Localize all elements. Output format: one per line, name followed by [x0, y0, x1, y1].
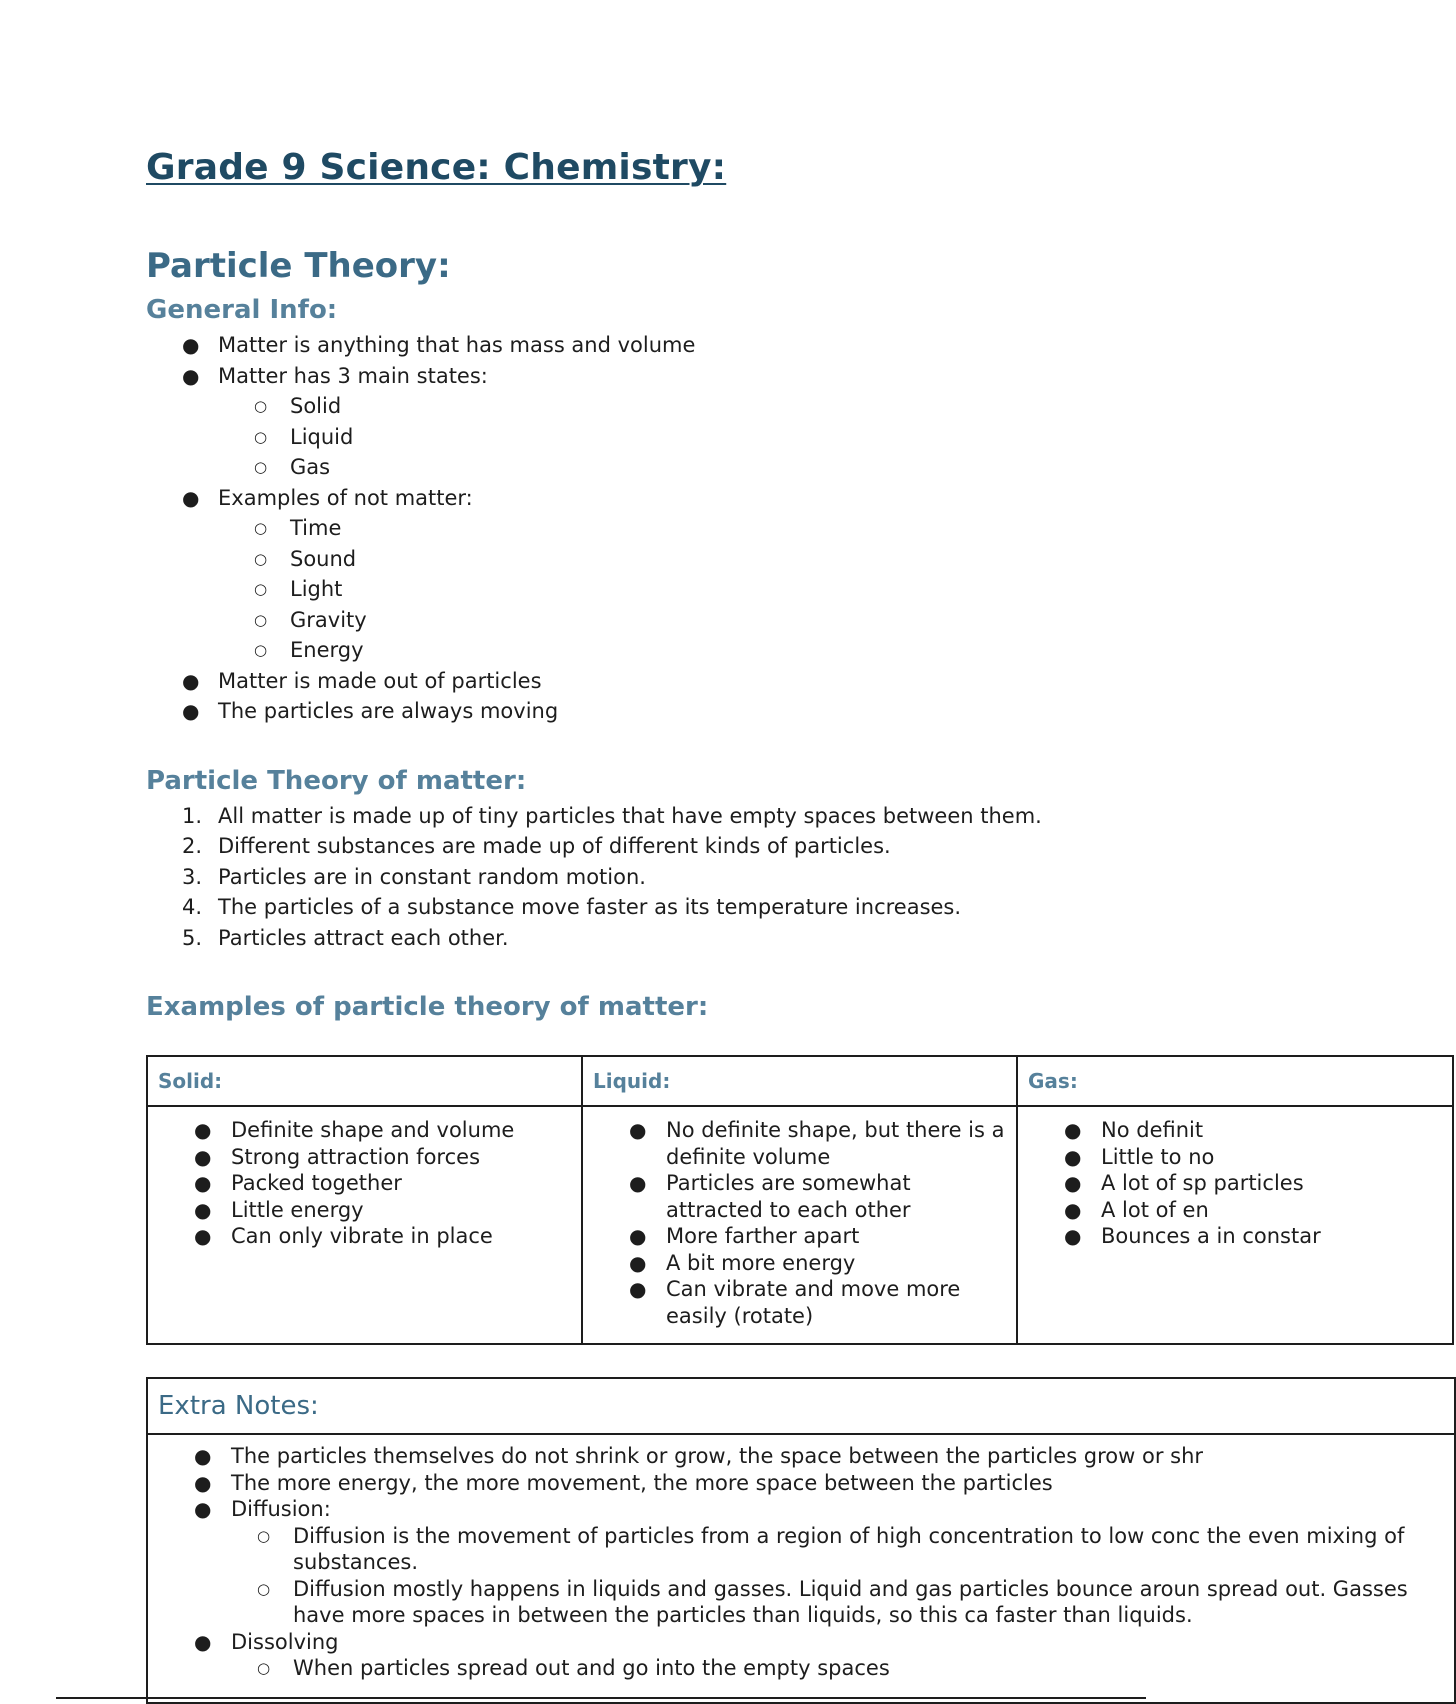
list-item-text: Packed together [231, 1171, 402, 1195]
page-bottom-rule [56, 1697, 1146, 1699]
list-item-text: No definit [1101, 1118, 1204, 1142]
extra-notes-list [148, 1443, 1454, 1682]
sublist-item [146, 422, 1346, 453]
bullet-icon: ● [182, 668, 200, 693]
list-item-text: The particles themselves do not shrink or grow, the space between the particles grow or shr [231, 1444, 1204, 1468]
sublist-item [146, 513, 1346, 544]
sublist-item-text: Energy [290, 638, 364, 662]
heading-particle-theory: Particle Theory: [146, 246, 451, 286]
extra-notes-box [146, 1377, 1456, 1704]
solid-list [148, 1107, 581, 1250]
numbered-item-text: Different substances are made up of different kinds of particles. [218, 834, 891, 858]
general-info-list [146, 330, 1346, 727]
numbered-item [146, 923, 1346, 954]
numbered-item [146, 801, 1346, 832]
circle-bullet-icon: ○ [254, 458, 268, 476]
list-item [146, 330, 1346, 361]
item-number: 1. [182, 803, 203, 828]
list-item-text: A lot of en [1101, 1197, 1209, 1222]
circle-bullet-icon: ○ [254, 519, 268, 537]
item-number: 5. [182, 925, 203, 950]
list-item [146, 666, 1346, 697]
sublist-item [146, 574, 1346, 605]
item-number: 3. [182, 864, 203, 889]
list-item-text: Bounces a in constar [1101, 1224, 1321, 1248]
list-item [148, 1629, 1454, 1682]
list-item [1018, 1144, 1452, 1171]
list-item [148, 1197, 581, 1224]
list-item [146, 696, 1346, 727]
circle-bullet-icon: ○ [254, 549, 268, 568]
circle-bullet-icon: ○ [254, 610, 268, 629]
list-item [1018, 1170, 1452, 1197]
list-item [148, 1117, 581, 1144]
bullet-icon: ● [194, 1470, 212, 1495]
bullet-icon: ● [1064, 1171, 1082, 1195]
numbered-item [146, 892, 1346, 923]
sublist-item-text: Solid [290, 394, 342, 418]
table-header-solid: Solid: [147, 1056, 582, 1106]
list-item-text: Strong attraction forces [231, 1144, 481, 1169]
bullet-icon: ● [194, 1197, 212, 1222]
bullet-icon: ● [194, 1444, 212, 1468]
bullet-icon: ● [194, 1171, 212, 1195]
extra-notes-body [148, 1435, 1454, 1702]
table-row [147, 1106, 1453, 1344]
list-item-text: The more energy, the more movement, the more space between the particles [231, 1470, 1053, 1495]
bullet-icon: ● [194, 1497, 212, 1521]
circle-bullet-icon: ○ [254, 641, 268, 659]
sublist-item-text: Diffusion mostly happens in liquids and gasses. Liquid and gas particles bounce aroun spread out. Gasses have more spaces in between the particles than liquids, so this ca faster than liquids. [293, 1576, 1408, 1627]
circle-bullet-icon: ○ [254, 397, 268, 415]
list-item [148, 1443, 1454, 1470]
heading-particle-theory-of-matter: Particle Theory of matter: [146, 765, 527, 796]
table-header-gas: Gas: [1017, 1056, 1453, 1106]
bullet-icon: ● [629, 1224, 647, 1248]
bullet-icon: ● [182, 333, 200, 357]
sublist-item-text: Light [290, 577, 343, 601]
bullet-icon: ● [629, 1118, 647, 1142]
list-item [148, 1170, 581, 1197]
document-title: Grade 9 Science: Chemistry: [146, 147, 727, 188]
bullet-icon: ● [194, 1224, 212, 1248]
sublist-item [221, 1655, 1443, 1682]
heading-examples: Examples of particle theory of matter: [146, 992, 709, 1022]
gas-list [1018, 1107, 1452, 1250]
liquid-list [583, 1107, 1016, 1329]
list-item-text: No definite shape, but there is a definite volume [666, 1118, 1005, 1169]
bullet-icon: ● [182, 485, 200, 510]
list-item [148, 1144, 581, 1171]
numbered-item [146, 862, 1346, 893]
numbered-item-text: All matter is made up of tiny particles that have empty spaces between them. [218, 803, 1042, 828]
states-table [146, 1055, 1454, 1345]
sublist-item-text: Gas [290, 455, 331, 479]
list-item [1018, 1117, 1452, 1144]
sublist-item [146, 605, 1346, 636]
table-cell-liquid [582, 1106, 1017, 1344]
list-item-text: More farther apart [666, 1224, 860, 1248]
list-item-text: Matter has 3 main states: [218, 363, 488, 388]
bullet-icon: ● [1064, 1118, 1082, 1142]
table-cell-gas [1017, 1106, 1453, 1344]
table-cell-solid [147, 1106, 582, 1344]
bullet-icon: ● [629, 1250, 647, 1275]
numbered-item-text: Particles are in constant random motion. [218, 864, 646, 889]
bullet-icon: ● [629, 1277, 647, 1301]
list-item-text: Dissolving [231, 1629, 339, 1654]
list-item-text: Matter is anything that has mass and volume [218, 333, 696, 357]
list-item-text: Examples of not matter: [218, 485, 473, 510]
sublist-item [146, 452, 1346, 483]
numbered-item-text: Particles attract each other. [218, 925, 509, 950]
sublist-item [146, 635, 1346, 666]
diffusion-sublist [231, 1523, 1454, 1629]
list-item [146, 483, 1346, 666]
list-item-text: Can only vibrate in place [231, 1224, 493, 1248]
list-item [1018, 1197, 1452, 1224]
sublist-item-text: Gravity [290, 607, 367, 632]
circle-bullet-icon: ○ [257, 1579, 271, 1598]
list-item [146, 361, 1346, 483]
bullet-icon: ● [182, 363, 200, 388]
bullet-icon: ● [1064, 1224, 1082, 1248]
circle-bullet-icon: ○ [254, 580, 268, 598]
extra-notes-heading: Extra Notes: [148, 1379, 1454, 1435]
list-item-text: Diffusion: [231, 1497, 331, 1521]
list-item-text: A lot of sp particles [1101, 1171, 1304, 1195]
list-item-text: Particles are somewhat attracted to each other [666, 1171, 911, 1222]
bullet-icon: ● [194, 1629, 212, 1654]
list-item-text: Can vibrate and move more easily (rotate) [666, 1277, 961, 1328]
list-item-text: The particles are always moving [218, 699, 559, 723]
list-item [148, 1470, 1454, 1497]
sublist-item [146, 391, 1346, 422]
circle-bullet-icon: ○ [254, 427, 268, 446]
bullet-icon: ● [1064, 1197, 1082, 1222]
sublist-item-text: Liquid [290, 424, 354, 449]
list-item [148, 1223, 581, 1250]
dissolving-sublist [231, 1655, 1454, 1682]
list-item [148, 1496, 1454, 1629]
list-item-text: Little to no [1101, 1144, 1215, 1169]
bullet-icon: ● [629, 1171, 647, 1195]
table-header-liquid: Liquid: [582, 1056, 1017, 1106]
circle-bullet-icon: ○ [257, 1659, 271, 1677]
particle-theory-numbered-list [146, 801, 1346, 954]
document-content [146, 140, 1408, 1704]
table-header-row [147, 1056, 1453, 1106]
list-item [583, 1276, 1016, 1329]
sublist-item-text: Diffusion is the movement of particles from a region of high concentration to low conc the even mixing of substances. [293, 1523, 1405, 1574]
list-item-text: Little energy [231, 1197, 364, 1222]
circle-bullet-icon: ○ [257, 1526, 271, 1545]
sublist-item [221, 1576, 1443, 1629]
sublist-item-text: Sound [290, 546, 357, 571]
item-number: 2. [182, 834, 203, 858]
sublist-item-text: Time [290, 516, 342, 540]
numbered-item-text: The particles of a substance move faster as its temperature increases. [218, 895, 962, 919]
list-item-text: A bit more energy [666, 1250, 856, 1275]
states-sublist [218, 391, 1346, 483]
list-item [1018, 1223, 1452, 1250]
bullet-icon: ● [1064, 1144, 1082, 1169]
sublist-item [146, 544, 1346, 575]
numbered-item [146, 831, 1346, 862]
list-item [583, 1223, 1016, 1250]
heading-general-info: General Info: [146, 295, 338, 325]
sublist-item-text: When particles spread out and go into the empty spaces [293, 1656, 890, 1680]
list-item [583, 1170, 1016, 1223]
bullet-icon: ● [182, 699, 200, 723]
bullet-icon: ● [194, 1118, 212, 1142]
bullet-icon: ● [194, 1144, 212, 1169]
not-matter-sublist [218, 513, 1346, 666]
list-item [583, 1117, 1016, 1170]
list-item [583, 1250, 1016, 1277]
item-number: 4. [182, 895, 203, 919]
list-item-text: Definite shape and volume [231, 1118, 515, 1142]
list-item-text: Matter is made out of particles [218, 668, 542, 693]
sublist-item [221, 1523, 1443, 1576]
